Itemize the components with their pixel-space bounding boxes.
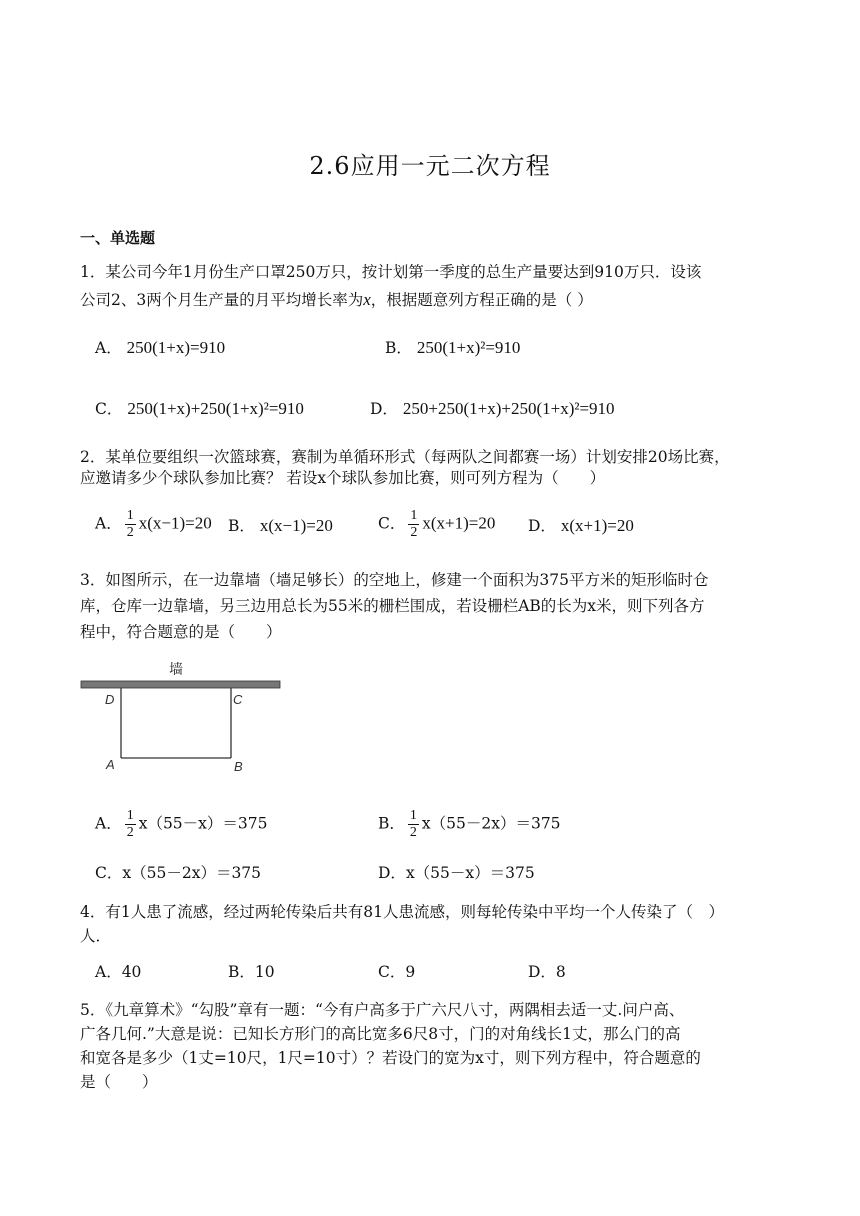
q2-option-a[interactable]: A． $\frac{1}{2}$ x(x−1)=20 bbox=[95, 508, 212, 540]
figure-point-c: C bbox=[233, 692, 243, 707]
q4-text-line1: 4．有1人患了流感，经过两轮传染后共有81人患流感，则每轮传染中平均一个人传染了（ ） bbox=[80, 903, 724, 921]
q4-option-a[interactable]: A．40 bbox=[95, 963, 142, 981]
q1-text-line2: 公司2、3两个月生产量的月平均增长率为x，根据题意列方程正确的是（ ） bbox=[80, 290, 593, 309]
q1-option-c[interactable]: C． 250(1+x)+250(1+x)²=910 bbox=[95, 399, 304, 418]
fraction-one-half: $\frac{1}{2}$ bbox=[126, 808, 134, 840]
figure-point-d: D bbox=[105, 692, 115, 707]
q2-text-line2: 应邀请多少个球队参加比赛？ 若设x个球队参加比赛，则可列方程为（ ） bbox=[80, 469, 606, 487]
var-x: x bbox=[363, 290, 371, 309]
q3-option-a[interactable]: A． $\frac{1}{2}$ x（55－x）＝375 bbox=[95, 808, 268, 840]
q5-text-line2: 广各几何.”大意是说：已知长方形门的高比宽多6尺8寸，门的对角线长1丈，那么门的高 bbox=[80, 1025, 681, 1043]
figure-point-a: A bbox=[106, 757, 115, 772]
q2-option-d[interactable]: D． x(x+1)=20 bbox=[528, 516, 634, 535]
fraction-one-half: $\frac{1}{2}$ bbox=[410, 508, 418, 540]
q5-text-line1: 5．《九章算术》“勾股”章有一题：“今有户高多于广六尺八寸，两隅相去适一丈.问户高、 bbox=[80, 1001, 685, 1019]
fraction-one-half: $\frac{1}{2}$ bbox=[126, 508, 134, 540]
q3-text-line1: 3．如图所示，在一边靠墙（墙足够长）的空地上，修建一个面积为375平方米的矩形临时仓 bbox=[80, 571, 709, 589]
q1-option-d-formula: 250+250(1+x)+250(1+x)²=910 bbox=[402, 399, 615, 418]
q3-text-line2: 库，仓库一边靠墙，另三边用总长为55米的栅栏围成，若设栅栏AB的长为x米，则下列各方 bbox=[80, 597, 705, 615]
figure-point-b: B bbox=[234, 759, 243, 774]
q3-option-d[interactable]: D．x（55－x）＝375 bbox=[378, 864, 535, 882]
page-title: 2.6应用一元二次方程 bbox=[309, 152, 551, 180]
q4-option-b[interactable]: B．10 bbox=[228, 963, 275, 981]
q2-option-c[interactable]: C． $\frac{1}{2}$ x(x+1)=20 bbox=[378, 508, 496, 540]
fraction-one-half: $\frac{1}{2}$ bbox=[409, 808, 417, 840]
q3-option-b[interactable]: B． $\frac{1}{2}$ x（55－2x）＝375 bbox=[378, 808, 561, 840]
q3-option-c[interactable]: C．x（55－2x）＝375 bbox=[95, 864, 262, 882]
q4-option-d[interactable]: D．8 bbox=[528, 963, 566, 981]
q1-option-a[interactable]: A． 250(1+x)=910 bbox=[95, 338, 226, 357]
wall-bar bbox=[81, 681, 280, 688]
wall-rectangle-figure bbox=[78, 655, 288, 775]
q1-text-line1: 1．某公司今年1月份生产口罩250万只，按计划第一季度的总生产量要达到910万只．设该 bbox=[80, 263, 702, 281]
q5-text-line3: 和宽各是多少（1丈=10尺，1尺=10寸）？若设门的宽为x寸，则下列方程中，符合题意的 bbox=[80, 1049, 701, 1067]
q3-text-line3: 程中，符合题意的是（ ） bbox=[80, 623, 282, 641]
q1-option-b[interactable]: B． 250(1+x)²=910 bbox=[385, 338, 521, 357]
q1-option-c-formula: 250(1+x)+250(1+x)²=910 bbox=[127, 399, 304, 418]
q1-option-b-formula: 250(1+x)²=910 bbox=[416, 338, 521, 357]
q2-text-line1: 2．某单位要组织一次篮球赛，赛制为单循环形式（每两队之间都赛一场）计划安排20场比赛， bbox=[80, 448, 730, 466]
q2-option-b[interactable]: B． x(x−1)=20 bbox=[228, 516, 333, 535]
q4-text-line2: 人． bbox=[80, 927, 112, 945]
q4-option-c[interactable]: C．9 bbox=[378, 963, 416, 981]
figure-wall-label: 墙 bbox=[169, 662, 183, 678]
q5-text-line4: 是（ ） bbox=[80, 1073, 158, 1091]
section-heading: 一、单选题 bbox=[80, 229, 156, 247]
q1-option-d[interactable]: D． 250+250(1+x)+250(1+x)²=910 bbox=[370, 399, 615, 418]
q1-option-a-formula: 250(1+x)=910 bbox=[126, 338, 226, 357]
